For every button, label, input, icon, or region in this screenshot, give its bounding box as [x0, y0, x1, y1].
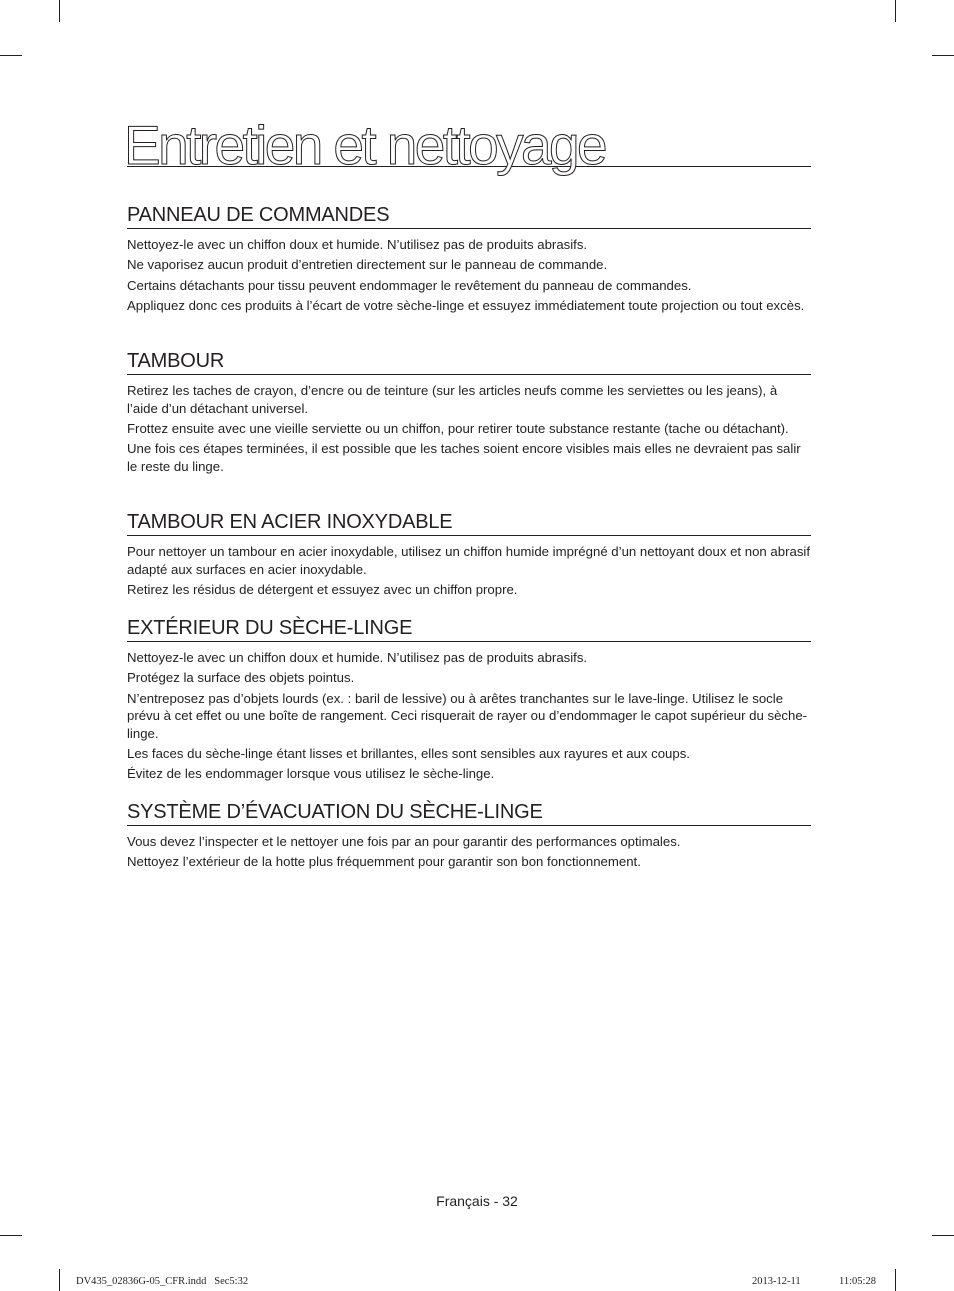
crop-mark: [59, 1269, 60, 1291]
paragraph: Protégez la surface des objets pointus.: [127, 670, 355, 686]
slug-time: 11:05:28: [839, 1276, 876, 1287]
page-number: Français - 32: [436, 1193, 518, 1209]
paragraph: Nettoyez-le avec un chiffon doux et humide. N’utilisez pas de produits abrasifs.: [127, 237, 588, 252]
slug-date: 2013-12-11: [752, 1276, 801, 1287]
section-panneau-de-commandes: [127, 203, 811, 317]
paragraph: Les faces du sèche-linge étant lisses et brillantes, elles sont sensibles aux rayures et aux coups.: [127, 746, 690, 762]
crop-mark: [0, 55, 22, 56]
paragraph: Frottez ensuite avec une vieille serviette ou un chiffon, pour retirer toute substance restante (tache ou détachant).: [127, 420, 789, 436]
paragraph: Pour nettoyer un tambour en acier inoxydable, utilisez un chiffon humide imprégné d’un nettoyant doux et non abrasif adapté aux surfaces en acier inoxydable.: [127, 544, 811, 577]
section-systeme-evacuation: [127, 800, 811, 874]
section-heading: TAMBOUR: [127, 349, 811, 375]
paragraph: Appliquez donc ces produits à l’écart de votre sèche-linge et essuyez immédiatement toute projection ou tout excès.: [127, 297, 805, 313]
crop-mark: [0, 1235, 22, 1236]
paragraph: Nettoyez l’extérieur de la hotte plus fréquemment pour garantir son bon fonctionnement.: [127, 854, 641, 870]
paragraph: Retirez les résidus de détergent et essuyez avec un chiffon propre.: [127, 581, 518, 597]
crop-mark: [932, 1235, 954, 1236]
paragraph: Retirez les taches de crayon, d’encre ou de teinture (sur les articles neufs comme les serviettes ou les jeans), à l’aide d’un détachant universel.: [127, 383, 778, 416]
section-exterieur: [127, 616, 811, 786]
paragraph: Certains détachants pour tissu peuvent endommager le revêtement du panneau de commandes.: [127, 277, 692, 293]
page-title-block: [124, 112, 811, 176]
section-tambour: [127, 349, 811, 478]
paragraph: N’entreposez pas d’objets lourds (ex. : baril de lessive) ou à arêtes tranchantes sur le lave-linge. Utilisez le socle prévu à cet effet ou une boîte de rangement. Ceci risquerait de rayer ou d’endommager le capot supérieur du sèche-linge.: [127, 690, 808, 741]
section-tambour-inox: [127, 510, 811, 601]
section-heading: SYSTÈME D’ÉVACUATION DU SÈCHE-LINGE: [127, 800, 811, 826]
paragraph: Une fois ces étapes terminées, il est possible que les taches soient encore visibles mais elles ne devraient pas salir le reste du linge.: [127, 441, 801, 474]
paragraph: Évitez de les endommager lorsque vous utilisez le sèche-linge.: [127, 766, 495, 782]
section-heading: TAMBOUR EN ACIER INOXYDABLE: [127, 510, 811, 536]
paragraph: Ne vaporisez aucun produit d’entretien directement sur le panneau de commande.: [127, 257, 608, 273]
crop-mark: [932, 55, 954, 56]
crop-mark: [895, 0, 896, 22]
page-title: Entretien et nettoyage: [124, 114, 605, 176]
paragraph: Vous devez l’inspecter et le nettoyer une fois par an pour garantir des performances optimales.: [127, 834, 681, 849]
slug-file: DV435_02836G-05_CFR.indd Sec5:32: [76, 1276, 249, 1287]
section-heading: PANNEAU DE COMMANDES: [127, 203, 811, 229]
crop-mark: [895, 1269, 896, 1291]
crop-mark: [59, 0, 60, 22]
paragraph: Nettoyez-le avec un chiffon doux et humide. N’utilisez pas de produits abrasifs.: [127, 650, 588, 665]
section-heading: EXTÉRIEUR DU SÈCHE-LINGE: [127, 616, 811, 642]
